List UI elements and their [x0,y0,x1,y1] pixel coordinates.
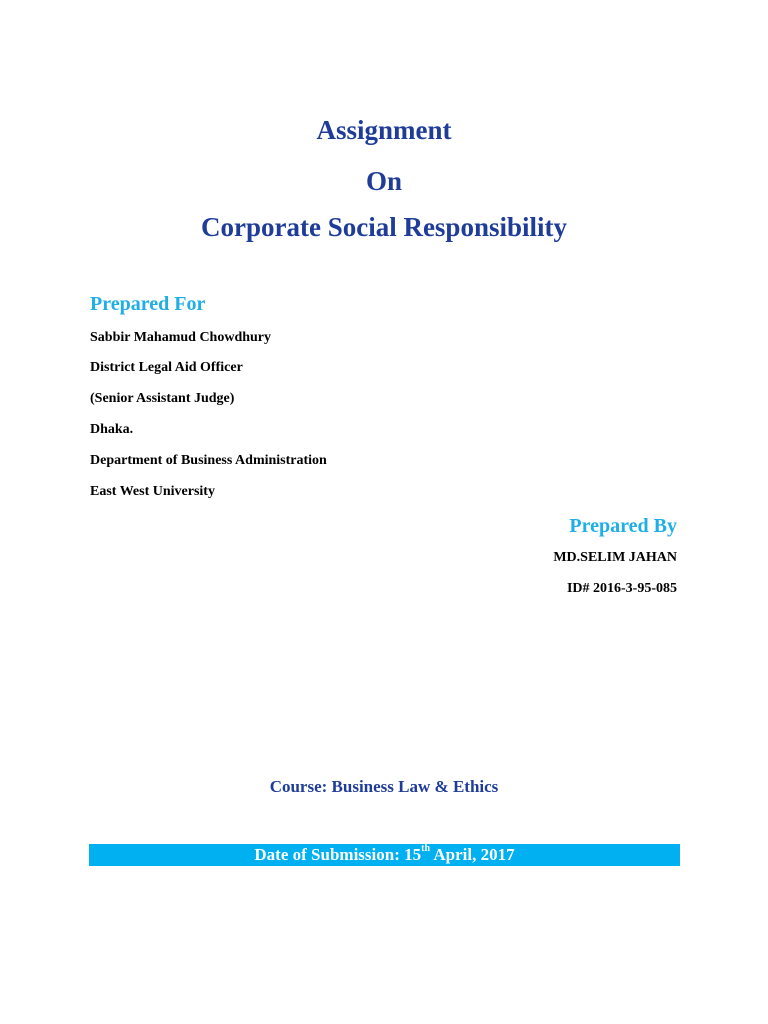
prepared-for-heading: Prepared For [90,293,206,315]
prepared-by-name: MD.SELIM JAHAN [553,550,677,565]
course-line: Course: Business Law & Ethics [269,777,499,796]
prepared-by-id: ID# 2016-3-95-085 [566,581,677,596]
submission-date-prefix: Date of Submission: 15 [254,845,422,864]
prepared-for-rank: (Senior Assistant Judge) [90,391,235,406]
submission-date-text [89,844,680,866]
title-line-3: Corporate Social Responsibility [200,212,567,242]
title-line-2: On [365,166,403,196]
prepared-for-name: Sabbir Mahamud Chowdhury [90,330,272,345]
prepared-by-heading: Prepared By [569,515,677,537]
prepared-for-city: Dhaka. [90,422,134,437]
prepared-for-position: District Legal Aid Officer [90,360,243,375]
prepared-for-department: Department of Business Administration [90,453,327,468]
title-line-1: Assignment [316,115,452,145]
submission-date-bar [89,844,680,866]
submission-date-ordinal: th [421,843,431,855]
submission-date-suffix: April, 2017 [430,845,515,864]
prepared-for-university: East West University [90,484,215,499]
